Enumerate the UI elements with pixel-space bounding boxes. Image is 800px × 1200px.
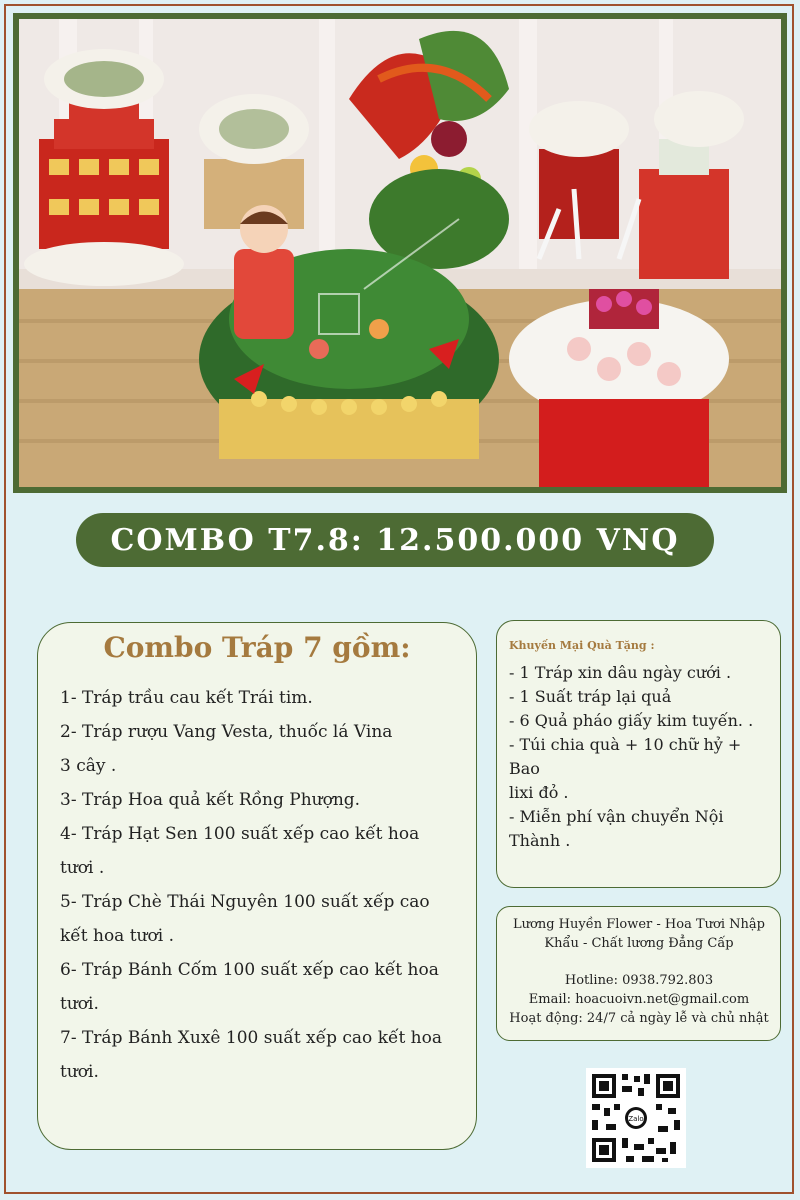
combo-item: 4- Tráp Hạt Sen 100 suất xếp cao kết hoa: [60, 824, 420, 844]
shop-name: Lương Huyền Flower - Hoa Tươi Nhập: [513, 917, 765, 932]
combo-item: kết hoa tươi .: [60, 926, 174, 946]
contact-info: [505, 915, 773, 1028]
combo-card: [37, 622, 477, 1150]
qr-code-icon: [586, 1068, 686, 1168]
promo-list: [509, 661, 774, 853]
spacer: [505, 953, 773, 971]
qr-label: Zalo: [628, 1115, 644, 1123]
hero-photo: [13, 13, 787, 493]
hotline-text[interactable]: Hotline: 0938.792.803: [564, 973, 714, 988]
combo-item: 2- Tráp rượu Vang Vesta, thuốc lá Vina: [60, 722, 393, 742]
promo-item: - Túi chia quà + 10 chữ hỷ + Bao: [509, 735, 742, 778]
price-banner: [76, 513, 714, 567]
combo-item: tươi.: [60, 994, 99, 1014]
price-title: COMBO T7.8: 12.500.000 VNQ: [110, 522, 680, 558]
hours-text: Hoạt động: 24/7 cả ngày lễ và chủ nhật: [509, 1011, 769, 1026]
combo-item-list: [60, 681, 460, 1089]
contact-card: [496, 906, 781, 1041]
promo-title: Khuyến Mại Quà Tặng :: [509, 639, 655, 652]
combo-item: tươi.: [60, 1062, 99, 1082]
combo-heading: Combo Tráp 7 gồm:: [103, 631, 411, 664]
shop-tagline: Khẩu - Chất lương Đẳng Cấp: [544, 936, 734, 951]
promo-item: - 1 Tráp xin dâu ngày cưới .: [509, 663, 732, 682]
promo-item: Thành .: [509, 831, 571, 850]
combo-item: 1- Tráp trầu cau kết Trái tim.: [60, 688, 313, 708]
promo-card: [496, 620, 781, 888]
email-text[interactable]: Email: hoacuoivn.net@gmail.com: [528, 992, 750, 1007]
combo-item: 7- Tráp Bánh Xuxê 100 suất xếp cao kết hoa: [60, 1028, 443, 1048]
promo-item: - 1 Suất tráp lại quả: [509, 687, 672, 706]
wedding-tray-illustration: [19, 19, 781, 487]
combo-item: tươi .: [60, 858, 105, 878]
combo-item: 6- Tráp Bánh Cốm 100 suất xếp cao kết hoa: [60, 960, 439, 980]
combo-item: 5- Tráp Chè Thái Nguyên 100 suất xếp cao: [60, 892, 430, 912]
combo-item: 3 cây .: [60, 756, 117, 776]
promo-item: - Miễn phí vận chuyển Nội: [509, 807, 724, 826]
promo-item: lixi đỏ .: [509, 783, 569, 802]
combo-item: 3- Tráp Hoa quả kết Rồng Phượng.: [60, 790, 361, 810]
zalo-qr-code[interactable]: [586, 1068, 686, 1168]
promo-item: - 6 Quả pháo giấy kim tuyến. .: [509, 711, 754, 730]
